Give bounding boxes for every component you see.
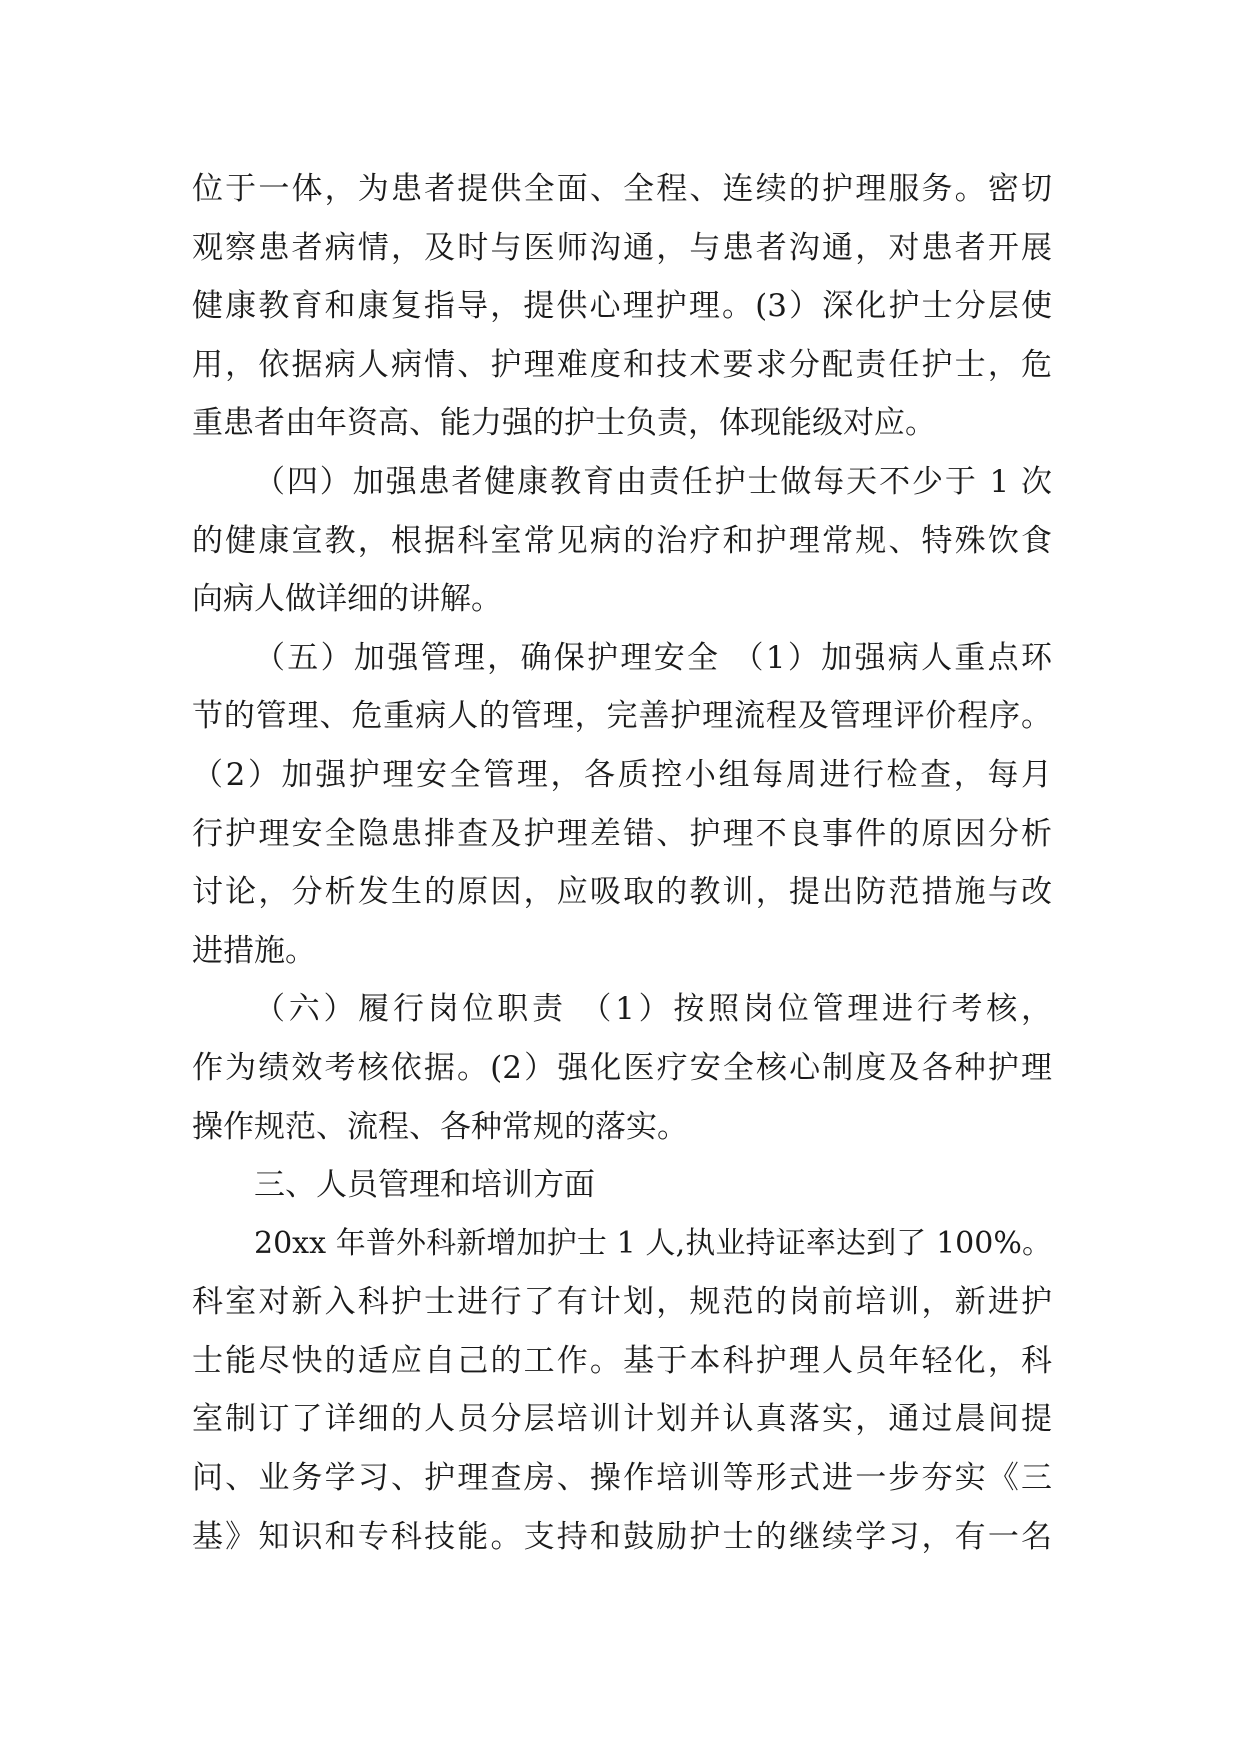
text-line: 健康教育和康复指导，提供心理护理。(3）深化护士分层使 xyxy=(192,288,1052,325)
text-line: 操作规范、流程、各种常规的落实。 xyxy=(192,1108,688,1145)
text-line: （四）加强患者健康教育由责任护士做每天不少于 1 次 xyxy=(254,463,1052,500)
text-line: 重患者由年资高、能力强的护士负责，体现能级对应。 xyxy=(192,405,936,442)
text-line: （五）加强管理，确保护理安全 （1）加强病人重点环 xyxy=(254,639,1052,676)
text-line: 进措施。 xyxy=(192,932,316,969)
text-line: 讨论，分析发生的原因，应吸取的教训，提出防范措施与改 xyxy=(192,874,1052,911)
text-line: 三、人员管理和培训方面 xyxy=(254,1167,595,1204)
text-line: 士能尽快的适应自己的工作。基于本科护理人员年轻化，科 xyxy=(192,1342,1052,1379)
text-line: 节的管理、危重病人的管理，完善护理流程及管理评价程序。 xyxy=(192,698,1052,735)
text-line: 观察患者病情，及时与医师沟通，与患者沟通，对患者开展 xyxy=(192,229,1052,266)
text-line: 用，依据病人病情、护理难度和技术要求分配责任护士，危 xyxy=(192,346,1052,383)
text-line: 向病人做详细的讲解。 xyxy=(192,581,502,618)
text-line: 的健康宣教，根据科室常见病的治疗和护理常规、特殊饮食 xyxy=(192,522,1052,559)
text-line: 20xx 年普外科新增加护士 1 人,执业持证率达到了 100%。 xyxy=(254,1225,1052,1261)
text-line: （六）履行岗位职责 （1）按照岗位管理进行考核， xyxy=(254,991,1052,1028)
text-line: 室制订了详细的人员分层培训计划并认真落实，通过晨间提 xyxy=(192,1401,1052,1438)
text-line: 问、业务学习、护理查房、操作培训等形式进一步夯实《三 xyxy=(192,1460,1052,1497)
text-line: 科室对新入科护士进行了有计划，规范的岗前培训，新进护 xyxy=(192,1284,1052,1321)
text-line: （2）加强护理安全管理，各质控小组每周进行检查，每月 xyxy=(192,756,1052,793)
body-text xyxy=(192,160,1052,1566)
text-line: 作为绩效考核依据。(2）强化医疗安全核心制度及各种护理 xyxy=(192,1049,1052,1086)
text-line: 基》知识和专科技能。支持和鼓励护士的继续学习，有一名 xyxy=(192,1518,1052,1555)
text-line: 位于一体，为患者提供全面、全程、连续的护理服务。密切 xyxy=(192,171,1052,207)
text-line: 行护理安全隐患排查及护理差错、护理不良事件的原因分析 xyxy=(192,815,1052,852)
